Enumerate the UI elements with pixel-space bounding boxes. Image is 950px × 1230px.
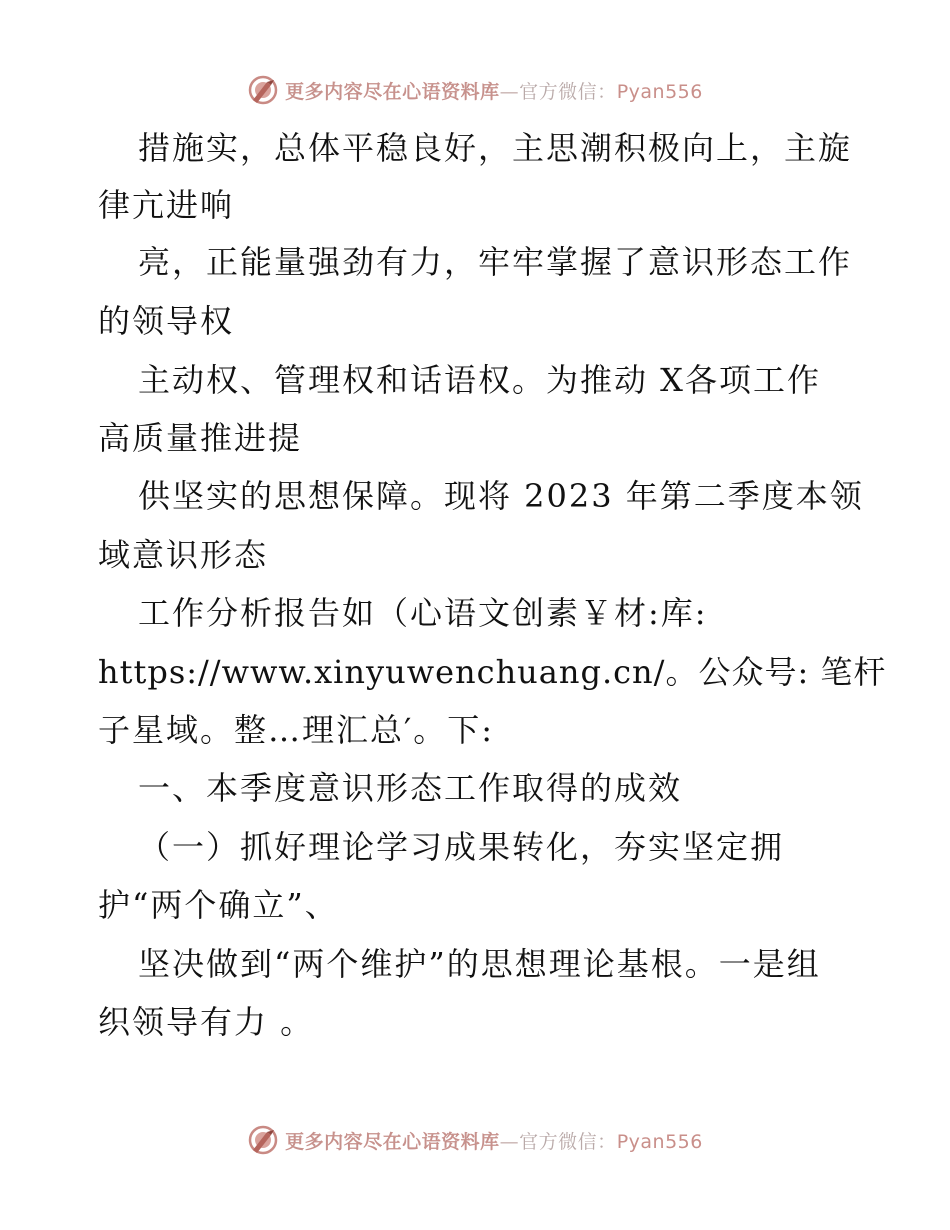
paragraph-line: 工作分析报告如（心语文创素￥材:库:: [138, 594, 708, 632]
paragraph-line: 高质量推进提: [98, 419, 303, 457]
paragraph-line: 护“两个确立”、: [98, 886, 339, 924]
paragraph-line: https://www.xinyuwenchuang.cn/。公众号: 笔杆: [98, 653, 887, 691]
paragraph-line: 亮，正能量强劲有力，牢牢掌握了意识形态工作: [138, 243, 853, 281]
section-heading: 一、本季度意识形态工作取得的成效: [138, 769, 683, 807]
watermark-text: [285, 1127, 703, 1154]
paragraph-line: 主动权、管理权和话语权。为推动 X各项工作: [138, 361, 821, 399]
watermark-dash: —: [499, 1130, 520, 1153]
paragraph-line: 措施实，总体平稳良好，主思潮积极向上，主旋: [138, 129, 853, 167]
paragraph-line: 域意识形态: [98, 536, 269, 574]
paragraph-line: 坚决做到“两个维护”的思想理论基根。一是组: [138, 945, 821, 983]
watermark-text: [285, 77, 703, 104]
watermark-library-name: 更多内容尽在心语资料库: [285, 1130, 500, 1153]
subsection-heading: （一）抓好理论学习成果转化，夯实坚定拥: [138, 828, 785, 866]
watermark-wechat-id: Pyan556: [616, 80, 703, 103]
header-watermark: [0, 70, 950, 110]
pen-logo-icon: [247, 74, 279, 106]
paragraph-line: 的领导权: [98, 302, 235, 340]
paragraph-line: 供坚实的思想保障。现将 2023 年第二季度本领: [138, 477, 864, 515]
watermark-wechat-id: Pyan556: [616, 1130, 703, 1153]
paragraph-line: 织领导有力 。: [98, 1003, 315, 1041]
pen-logo-icon: [247, 1124, 279, 1156]
paragraph-line: 律亢进响: [98, 186, 235, 224]
watermark-wechat-label: 官方微信：: [519, 80, 617, 103]
watermark-dash: —: [499, 80, 520, 103]
paragraph-line: 子星域。整…理汇总′。下:: [98, 711, 495, 749]
watermark-wechat-label: 官方微信：: [519, 1130, 617, 1153]
watermark-library-name: 更多内容尽在心语资料库: [285, 80, 500, 103]
footer-watermark: [0, 1120, 950, 1160]
